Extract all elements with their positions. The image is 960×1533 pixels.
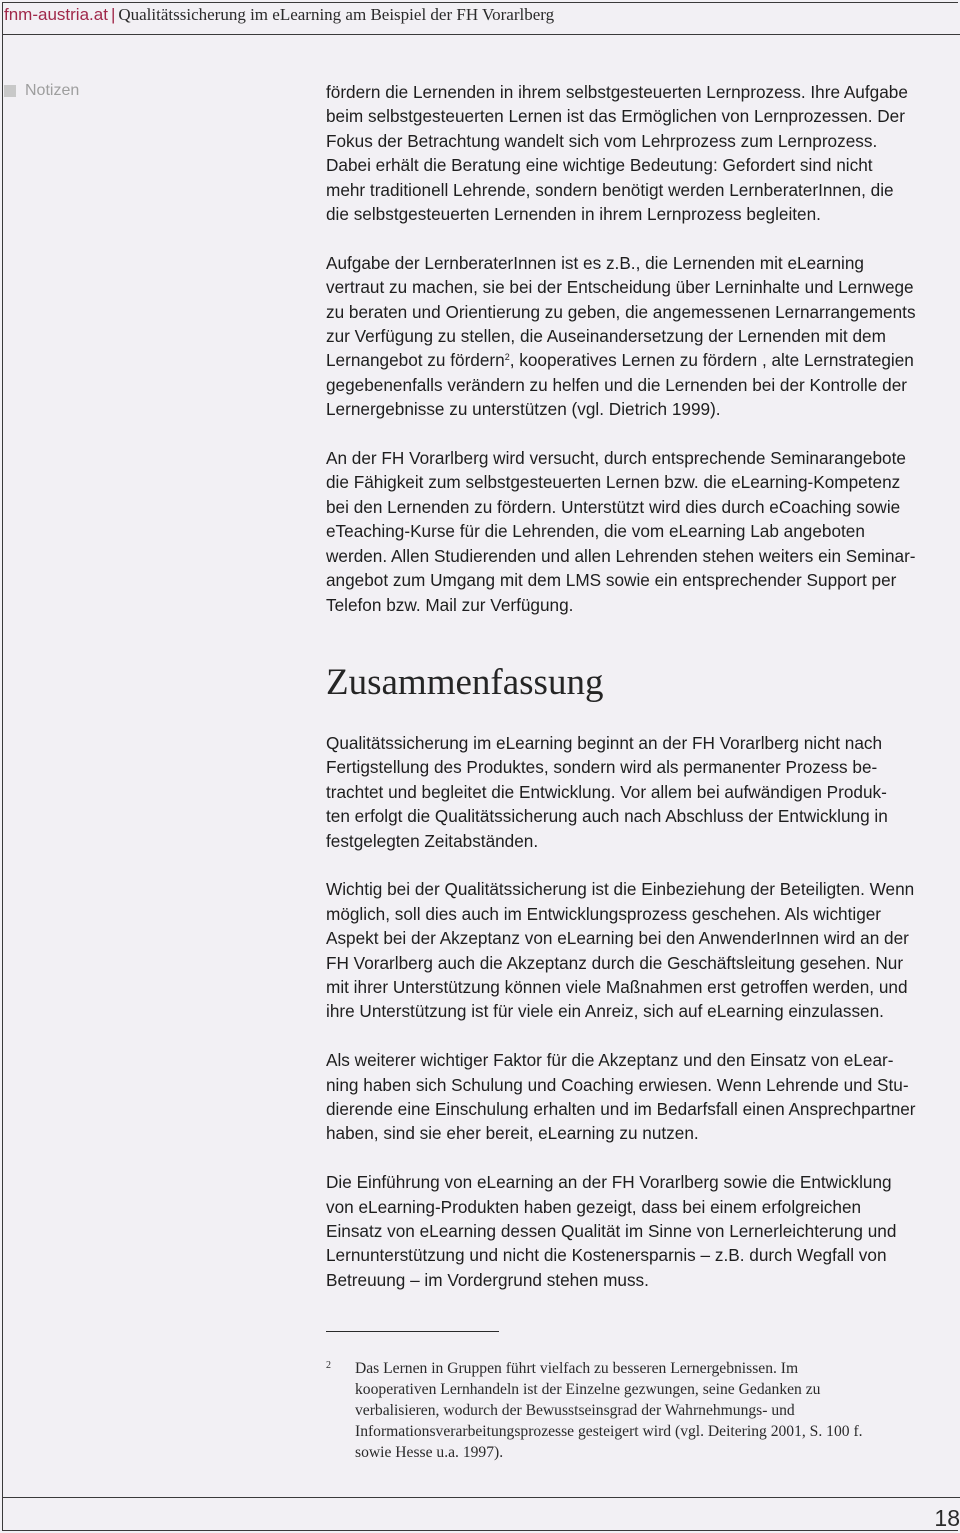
paragraph-5: Wichtig bei der Qualitätssicherung ist die Einbeziehung der Beteiligten. Wenn möglich, soll dies auch im Entwicklungsprozess geschehen. Als wichtiger Aspekt bei der Akzeptanz von eLearning bei den AnwenderInnen wird an der FH Vorarlberg auch die Akzeptanz durch die Geschäftsleitung gesehen. Nur mit ihrer Unterstützung können viele Maßnahmen erst getroffen werden, und ihre Unterstützung ist für viele ein Anreiz, sich auf eLearning einzulassen. xyxy=(326,879,915,1022)
notes-label: Notizen xyxy=(25,82,80,99)
paragraph-4: Qualitätssicherung im eLearning beginnt an der FH Vorarlberg nicht nach Fertigstellung des Produktes, sondern wird als permanenter Prozess be- trachtet und begleitet die Entwicklung. Vor allem bei aufwändigen Produk- ten erfolgt die Qualitätssicherung auch nach Abschluss der Entwicklung in festgelegten Zeitabständen. xyxy=(326,732,888,851)
paragraph-3: An der FH Vorarlberg wird versucht, durch entsprechende Seminarangebote die Fähigkeit zum selbstgesteuerten Lernen bzw. die eLearning-Kompetenz bei den Lernenden zu fördern. Unterstützt wird dies durch eCoaching sowie eTeaching-Kurse für die Lehrenden, die vom eLearning Lab angeboten werden. Allen Studierenden und allen Lehrenden stehen weiters ein Seminar- angebot zum Umgang mit dem LMS sowie ein entsprechender Support per Telefon bzw. Mail zur Verfügung. xyxy=(326,448,916,615)
notes-sidebar xyxy=(4,82,79,100)
section-heading: Zusammenfassung xyxy=(326,661,604,703)
paragraph-2-part-2: , kooperatives Lernen zu fördern , alte Lernstrategien gegebenenfalls verändern zu helfen und die Lernenden bei der Kontrolle der Lernergebnisse zu unterstützen (vgl. Dietrich 1999). xyxy=(326,350,914,420)
header-separator: | xyxy=(110,5,116,24)
paragraph-6: Als weiterer wichtiger Faktor für die Akzeptanz und den Einsatz von eLear- ning haben sich Schulung und Coaching erwiesen. Wenn Lehrende und Stu- dierende eine Einschulung erhalten und im Bedarfsfall einen Ansprechpartner haben, sind sie eher bereit, eLearning zu nutzen. xyxy=(326,1050,916,1144)
footnote-divider xyxy=(326,1331,499,1332)
footnote-reference[interactable]: 2 xyxy=(504,352,510,363)
footnote-number: 2 xyxy=(326,1360,331,1371)
notes-square-icon xyxy=(4,85,16,97)
main-content xyxy=(326,80,960,1317)
paragraph-7: Die Einführung von eLearning an der FH Vorarlberg sowie die Entwicklung von eLearning-Produkten haben gezeigt, dass bei einem erfolgreichen Einsatz von eLearning dessen Qualität im Sinne von Lernerleichterung und Lernunterstützung und nicht die Kostenersparnis – z.B. durch Wegfall von Betreuung – im Vordergrund stehen muss. xyxy=(326,1172,897,1290)
header-divider xyxy=(2,34,960,35)
site-brand[interactable]: fnm-austria.at xyxy=(4,5,108,24)
footnote xyxy=(326,1358,926,1463)
footnote-text: Das Lernen in Gruppen führt vielfach zu besseren Lernergebnissen. Im kooperativen Lernhandeln ist der Einzelne gezwungen, seine Gedanken zu verbalisieren, wodurch der Bewusstseinsgrad der Wahrnehmungs- und Informationsverarbeitungsprozesse gesteigert wird (vgl. Deitering 2001, S. 100 f. sowie Hesse u.a. 1997). xyxy=(355,1360,863,1461)
page-number: 18 xyxy=(934,1505,960,1531)
footer-divider xyxy=(2,1497,960,1498)
paragraph-1: fördern die Lernenden in ihrem selbstgesteuerten Lernprozess. Ihre Aufgabe beim selbstgesteuerten Lernen ist das Ermöglichen von Lernprozessen. Der Fokus der Betrachtung wandelt sich vom Lehrprozess zum Lernprozess. Dabei erhält die Beratung eine wichtige Bedeutung: Gefordert sind nicht mehr traditionell Lehrende, sondern benötigt werden LernberaterInnen, die die selbstgesteuerten Lernenden in ihrem Lernprozess begleiten. xyxy=(326,82,908,225)
document-title: Qualitätssicherung im eLearning am Beispiel der FH Vorarlberg xyxy=(118,5,555,24)
page-header xyxy=(4,4,960,26)
paragraph-2-part-1: Aufgabe der LernberaterInnen ist es z.B., die Lernenden mit eLearning vertraut zu machen, sie bei der Entscheidung über Lerninhalte und Lernwege zu beraten und Orientierung zu geben, die angemessenen Lernarrangements zur Verfügung zu stellen, die Auseinandersetzung der Lernenden mit dem Lernangebot zu fördern xyxy=(326,252,916,371)
paragraph-2 xyxy=(326,251,960,422)
